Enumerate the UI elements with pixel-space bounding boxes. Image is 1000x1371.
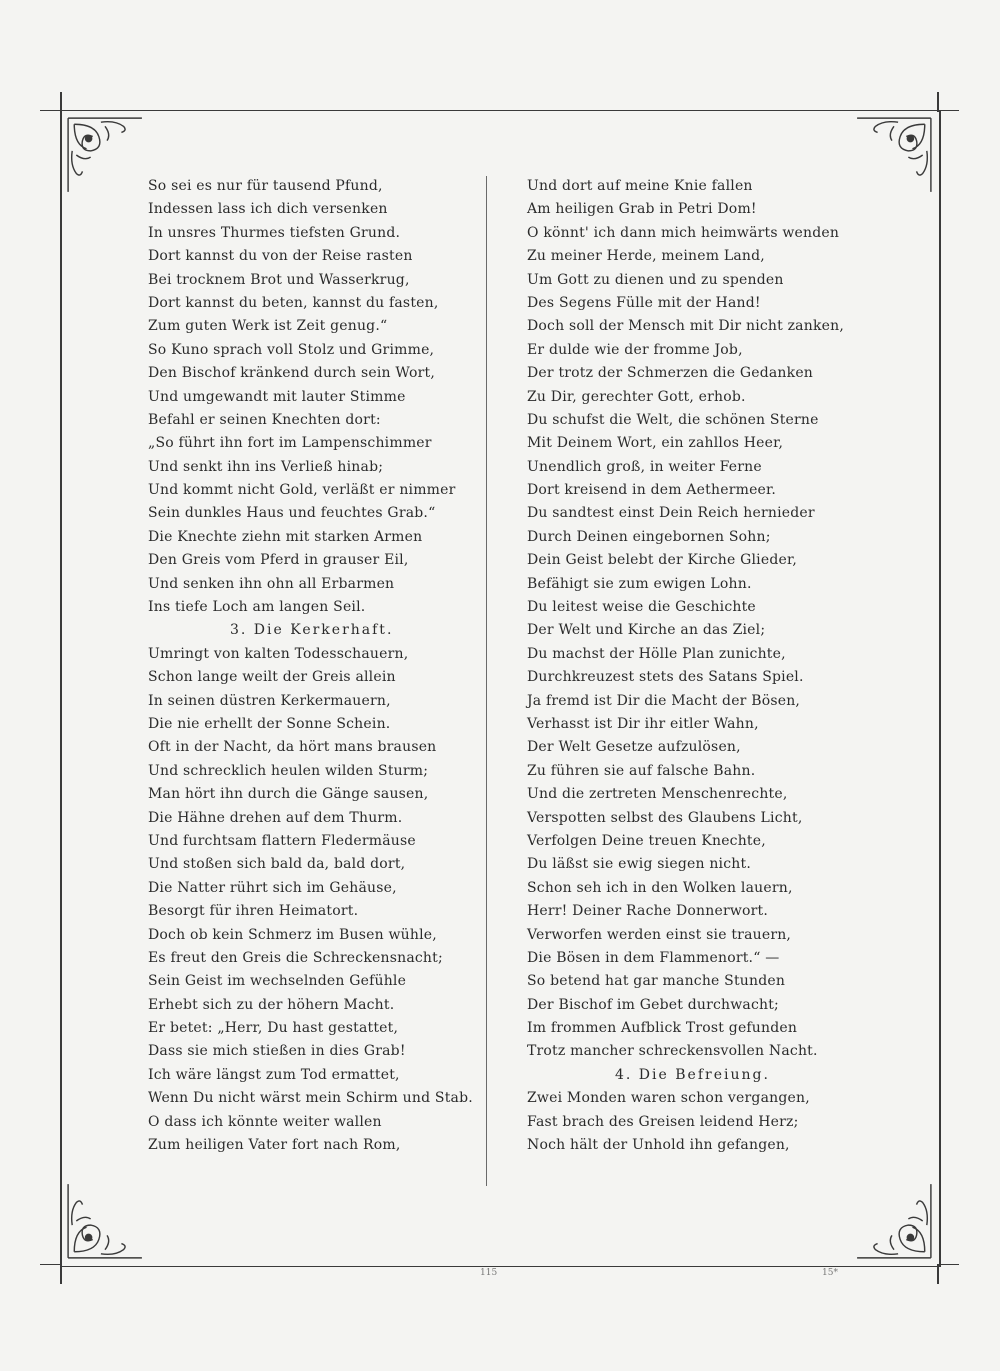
- column-divider: [486, 176, 487, 1186]
- right-stanza-part-1: [527, 175, 844, 1064]
- verse-line: Indessen lass ich dich versenken: [148, 201, 388, 218]
- verse-line: Du läßst sie ewig siegen nicht.: [527, 856, 751, 873]
- verse-line: Zwei Monden waren schon vergangen,: [527, 1090, 810, 1107]
- verse-line: Sein dunkles Haus und feuchtes Grab.“: [148, 505, 436, 522]
- verse-line: Dein Geist belebt der Kirche Glieder,: [527, 552, 797, 569]
- verse-line: Du machst der Hölle Plan zunichte,: [527, 645, 786, 662]
- left-stanza-part-1: [148, 175, 478, 619]
- verse-line: Und senkt ihn ins Verließ hinab;: [148, 458, 384, 475]
- verse-line: Und kommt nicht Gold, verläßt er nimmer: [148, 482, 456, 499]
- verse-line: Dort kreisend in dem Aethermeer.: [527, 482, 777, 499]
- verse-line: Du leitest weise die Geschichte: [527, 599, 756, 616]
- verse-line: Zum guten Werk ist Zeit genug.“: [148, 318, 388, 335]
- verse-line: Erhebt sich zu der höhern Macht.: [148, 996, 395, 1013]
- verse-line: Den Bischof kränkend durch sein Wort,: [148, 365, 436, 382]
- verse-line: Verhasst ist Dir ihr eitler Wahn,: [527, 715, 759, 732]
- verse-line: Der Welt und Kirche an das Ziel;: [527, 622, 766, 639]
- corner-flourish-icon: [853, 1180, 935, 1262]
- verse-line: Durchkreuzest stets des Satans Spiel.: [527, 669, 804, 686]
- verse-line: Verworfen werden einst sie trauern,: [527, 926, 792, 943]
- verse-line: Die Bösen in dem Flammenort.“ —: [527, 949, 780, 966]
- verse-line: Schon lange weilt der Greis allein: [148, 669, 396, 686]
- verse-line: Befähigt sie zum ewigen Lohn.: [527, 575, 752, 592]
- verse-line: Ins tiefe Loch am langen Seil.: [148, 599, 366, 616]
- verse-line: Ja fremd ist Dir die Macht der Bösen,: [527, 692, 801, 709]
- verse-line: Der Welt Gesetze aufzulösen,: [527, 739, 741, 756]
- verse-line: Und die zertreten Menschenrechte,: [527, 786, 788, 803]
- frame-tick: [40, 110, 62, 111]
- verse-line: „So führt ihn fort im Lampenschimmer: [148, 435, 432, 452]
- right-stanza-part-2: [527, 1087, 827, 1157]
- corner-flourish-icon: [64, 1180, 146, 1262]
- verse-line: So betend hat gar manche Stunden: [527, 973, 786, 990]
- verse-line: Man hört ihn durch die Gänge sausen,: [148, 786, 429, 803]
- verse-line: So Kuno sprach voll Stolz und Grimme,: [148, 341, 435, 358]
- verse-line: Und umgewandt mit lauter Stimme: [148, 388, 406, 405]
- verse-line: Den Greis vom Pferd in grauser Eil,: [148, 552, 409, 569]
- verse-line: Fast brach des Greisen leidend Herz;: [527, 1113, 799, 1130]
- verse-line: Oft in der Nacht, da hört mans brausen: [148, 739, 437, 756]
- verse-line: Er dulde wie der fromme Job,: [527, 341, 743, 358]
- verse-line: Sein Geist im wechselnden Gefühle: [148, 973, 407, 990]
- verse-line: Der Bischof im Gebet durchwacht;: [527, 996, 779, 1013]
- verse-line: Der trotz der Schmerzen die Gedanken: [527, 365, 814, 382]
- verse-line: Befahl er seinen Knechten dort:: [148, 411, 381, 428]
- frame-tick: [937, 92, 939, 112]
- verse-line: Umringt von kalten Todesschauern,: [148, 645, 409, 662]
- frame-tick: [60, 1264, 62, 1284]
- verse-line: O könnt' ich dann mich heimwärts wenden: [527, 224, 840, 241]
- verse-line: Die Natter rührt sich im Gehäuse,: [148, 879, 397, 896]
- verse-line: Bei trocknem Brot und Wasserkrug,: [148, 271, 410, 288]
- verse-line: O dass ich könnte weiter wallen: [148, 1113, 382, 1130]
- verse-line: Noch hält der Unhold ihn gefangen,: [527, 1137, 790, 1154]
- verse-line: Zu führen sie auf falsche Bahn.: [527, 762, 756, 779]
- verse-line: Dort kannst du beten, kannst du fasten,: [148, 294, 439, 311]
- verse-line: Du sandtest einst Dein Reich hernieder: [527, 505, 815, 522]
- verse-line: Zu Dir, gerechter Gott, erhob.: [527, 388, 746, 405]
- verse-line: Es freut den Greis die Schreckensnacht;: [148, 949, 443, 966]
- verse-line: Dort kannst du von der Reise rasten: [148, 248, 413, 265]
- verse-line: Und schrecklich heulen wilden Sturm;: [148, 762, 429, 779]
- frame-tick: [937, 1264, 959, 1265]
- verse-line: Um Gott zu dienen und zu spenden: [527, 271, 784, 288]
- left-poem-column: [148, 175, 478, 1157]
- verse-line: Unendlich groß, in weiter Ferne: [527, 458, 762, 475]
- verse-line: Doch soll der Mensch mit Dir nicht zanken,: [527, 318, 844, 335]
- verse-line: Verspotten selbst des Glaubens Licht,: [527, 809, 803, 826]
- corner-flourish-icon: [64, 114, 146, 196]
- verse-line: Schon seh ich in den Wolken lauern,: [527, 879, 793, 896]
- verse-line: Trotz mancher schreckensvollen Nacht.: [527, 1043, 818, 1060]
- frame-tick: [937, 1264, 939, 1284]
- verse-line: Und furchtsam flattern Fledermäuse: [148, 832, 416, 849]
- verse-line: So sei es nur für tausend Pfund,: [148, 178, 383, 194]
- right-poem-column: [527, 175, 844, 1157]
- verse-line: Und senken ihn ohn all Erbarmen: [148, 575, 395, 592]
- verse-line: Du schufst die Welt, die schönen Sterne: [527, 411, 819, 428]
- verse-line: Er betet: „Herr, Du hast gestattet,: [148, 1020, 399, 1037]
- verse-line: Und dort auf meine Knie fallen: [527, 178, 753, 194]
- frame-tick: [60, 92, 62, 112]
- verse-line: Und stoßen sich bald da, bald dort,: [148, 856, 406, 873]
- section-title-befreiung: 4. Die Befreiung.: [615, 1066, 770, 1083]
- verse-line: Des Segens Fülle mit der Hand!: [527, 294, 761, 311]
- verse-line: Die Hähne drehen auf dem Thurm.: [148, 809, 403, 826]
- verse-line: Im frommen Aufblick Trost gefunden: [527, 1020, 798, 1037]
- frame-tick: [937, 110, 959, 111]
- verse-line: Ich wäre längst zum Tod ermattet,: [148, 1066, 400, 1083]
- verse-line: Zum heiligen Vater fort nach Rom,: [148, 1137, 401, 1154]
- left-stanza-part-2: [148, 643, 478, 1158]
- verse-line: Wenn Du nicht wärst mein Schirm und Stab.: [148, 1090, 473, 1107]
- verse-line: Doch ob kein Schmerz im Busen wühle,: [148, 926, 437, 943]
- verse-line: Zu meiner Herde, meinem Land,: [527, 248, 765, 265]
- verse-line: Durch Deinen eingebornen Sohn;: [527, 528, 771, 545]
- verse-line: Besorgt für ihren Heimatort.: [148, 903, 359, 920]
- verse-line: In seinen düstren Kerkermauern,: [148, 692, 391, 709]
- frame-tick: [40, 1264, 62, 1265]
- verse-line: Herr! Deiner Rache Donnerwort.: [527, 903, 769, 920]
- verse-line: In unsres Thurmes tiefsten Grund.: [148, 224, 401, 241]
- page-number: 115: [480, 1268, 498, 1278]
- verse-line: Verfolgen Deine treuen Knechte,: [527, 832, 766, 849]
- verse-line: Dass sie mich stießen in dies Grab!: [148, 1043, 406, 1060]
- verse-line: Die nie erhellt der Sonne Schein.: [148, 715, 391, 732]
- section-title-kerkerhaft: 3. Die Kerkerhaft.: [230, 622, 394, 639]
- verse-line: Die Knechte ziehn mit starken Armen: [148, 528, 423, 545]
- signature-mark: 15*: [822, 1268, 838, 1278]
- verse-line: Mit Deinem Wort, ein zahllos Heer,: [527, 435, 784, 452]
- corner-flourish-icon: [853, 114, 935, 196]
- verse-line: Am heiligen Grab in Petri Dom!: [527, 201, 757, 218]
